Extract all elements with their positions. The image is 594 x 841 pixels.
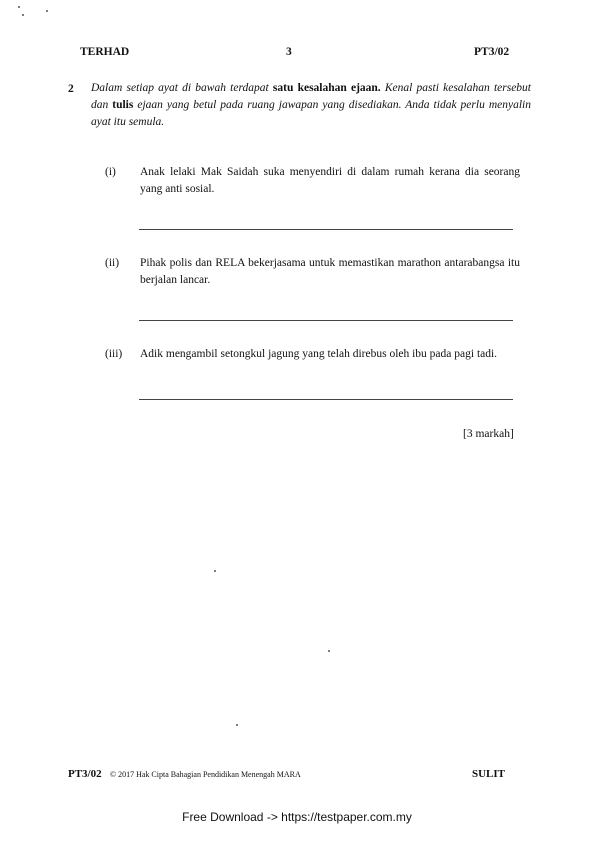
footer-paper-code: PT3/02 <box>68 768 102 780</box>
header-paper-code: PT3/02 <box>474 46 510 58</box>
instruction-text: Kenal pasti kesalahan tersebut dan <box>91 82 531 111</box>
item-label: (i) <box>105 166 116 178</box>
marks-label: [3 markah] <box>463 428 514 440</box>
question-instruction <box>91 80 531 131</box>
item-sentence: Pihak polis dan RELA bekerjasama untuk memastikan marathon antarabangsa itu berjalan lancar. <box>140 257 520 286</box>
item-label: (iii) <box>105 348 123 360</box>
header-classification: TERHAD <box>80 46 130 58</box>
download-note: Free Download -> https://testpaper.com.my <box>182 810 412 824</box>
instruction-text: Dalam setiap ayat di bawah terdapat <box>91 82 273 94</box>
scan-speck <box>46 10 48 12</box>
scan-speck <box>18 6 20 8</box>
instruction-text: ejaan yang betul pada ruang jawapan yang disediakan. Anda tidak perlu menyalin ayat itu semula. <box>91 99 531 128</box>
answer-line[interactable] <box>139 229 513 230</box>
item-sentence: Anak lelaki Mak Saidah suka menyendiri di dalam rumah kerana dia seorang yang anti sosial. <box>140 166 520 195</box>
scan-speck <box>214 570 216 572</box>
page-number: 3 <box>286 46 292 58</box>
footer-copyright: © 2017 Hak Cipta Bahagian Pendidikan Menengah MARA <box>110 770 301 779</box>
answer-line[interactable] <box>139 399 513 400</box>
instruction-bold: tulis <box>112 99 134 111</box>
question-number: 2 <box>68 83 74 95</box>
item-sentence: Adik mengambil setongkul jagung yang telah direbus oleh ibu pada pagi tadi. <box>140 348 498 360</box>
answer-line[interactable] <box>139 320 513 321</box>
scan-speck <box>328 650 330 652</box>
scan-speck <box>236 724 238 726</box>
scan-speck <box>22 14 24 16</box>
footer-classification: SULIT <box>472 768 506 780</box>
instruction-bold: satu kesalahan ejaan. <box>272 82 381 94</box>
item-label: (ii) <box>105 257 120 269</box>
